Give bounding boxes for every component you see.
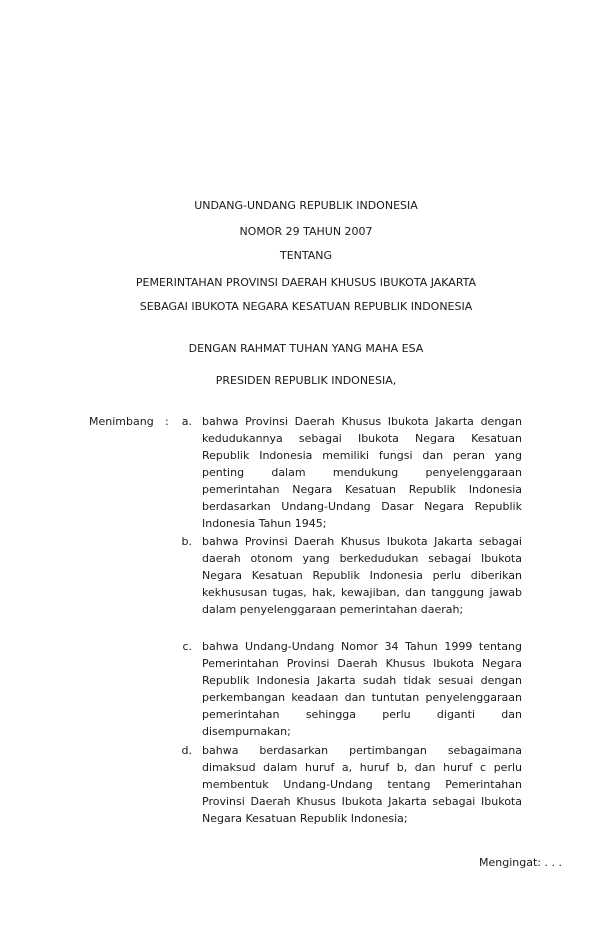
clause-text-a: bahwa Provinsi Daerah Khusus Ibukota Jakarta dengan kedudukannya sebagai Ibukota Negara Kesatuan Republik Indonesia memiliki fungsi dan peran yang penting dalam mendukung penyelenggaraan pemerintahan Negara Kesatuan Republik Indonesia berdasarkan Undang-Undang Dasar Negara Republik Indonesia Tahun 1945; xyxy=(202,415,522,530)
clause-text-c: bahwa Undang-Undang Nomor 34 Tahun 1999 tentang Pemerintahan Provinsi Daerah Khusus Ibukota Negara Republik Indonesia Jakarta sudah tidak sesuai dengan perkembangan keadaan dan tuntutan penyelenggaraan pemerintahan sehingga perlu diganti dan disempurnakan; xyxy=(202,640,522,738)
law-subject-line-2: SEBAGAI IBUKOTA NEGARA KESATUAN REPUBLIK INDONESIA xyxy=(139,300,473,313)
president-line: PRESIDEN REPUBLIK INDONESIA, xyxy=(215,374,397,387)
clause-letter-d: d. xyxy=(181,744,192,757)
clause-letter-c: c. xyxy=(182,640,192,653)
menimbang-colon: : xyxy=(165,415,169,428)
menimbang-label: Menimbang xyxy=(89,415,154,428)
clause-text-d: bahwa berdasarkan pertimbangan sebagaimana dimaksud dalam huruf a, huruf b, dan huruf c perlu membentuk Undang-Undang tentang Pemerintahan Provinsi Daerah Khusus Ibukota Jakarta sebagai Ibukota Negara Kesatuan Republik Indonesia; xyxy=(202,744,522,825)
blessing-line: DENGAN RAHMAT TUHAN YANG MAHA ESA xyxy=(188,342,424,355)
law-about-label: TENTANG xyxy=(279,249,333,262)
law-subject-line-1: PEMERINTAHAN PROVINSI DAERAH KHUSUS IBUKOTA JAKARTA xyxy=(135,276,477,289)
clause-letter-a: a. xyxy=(181,415,192,428)
clause-letter-b: b. xyxy=(181,535,192,548)
clause-text-b: bahwa Provinsi Daerah Khusus Ibukota Jakarta sebagai daerah otonom yang berkedudukan sebagai Ibukota Negara Kesatuan Republik Indonesia perlu diberikan kekhususan tugas, hak, kewajiban, dan tanggung jawab dalam penyelenggaraan pemerintahan daerah; xyxy=(202,535,522,616)
law-title: UNDANG-UNDANG REPUBLIK INDONESIA xyxy=(194,199,418,212)
law-number: NOMOR 29 TAHUN 2007 xyxy=(239,225,373,238)
continuation-mengingat: Mengingat: . . . xyxy=(479,856,562,869)
